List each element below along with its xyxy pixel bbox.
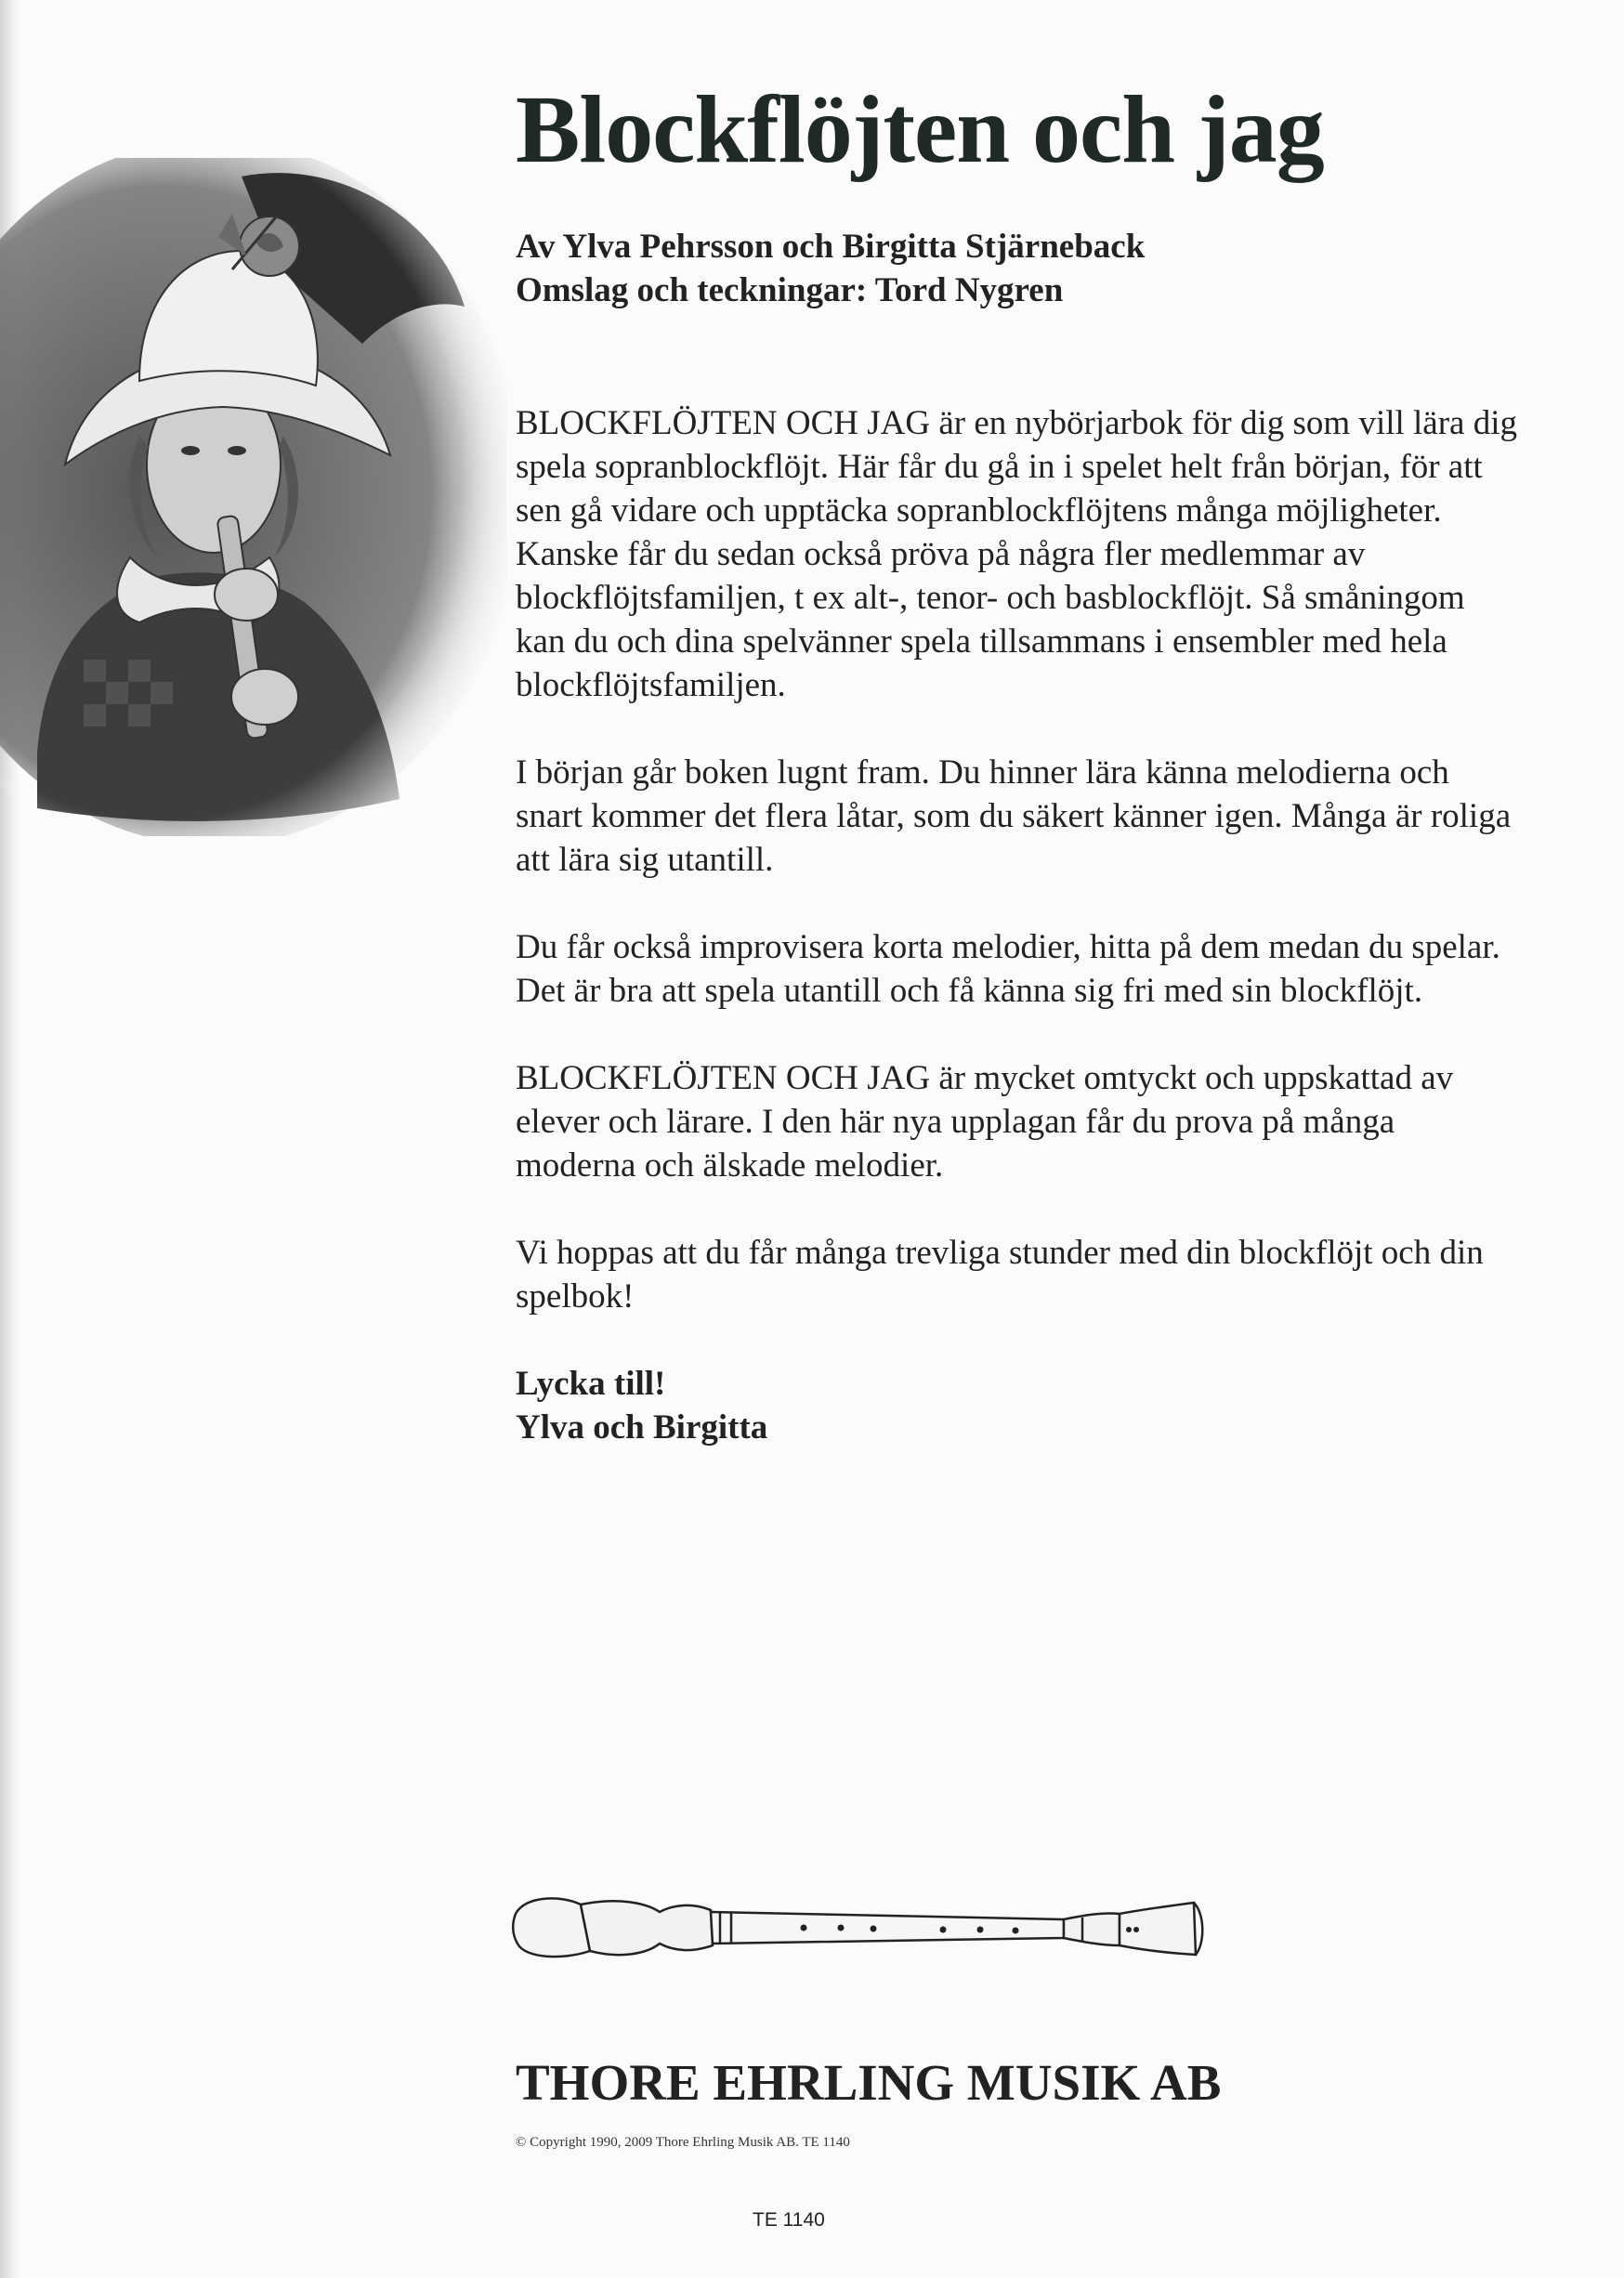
page-title: Blockflöjten och jag	[516, 76, 1324, 183]
authors-line: Av Ylva Pehrsson och Birgitta Stjärneback	[516, 228, 1146, 266]
paragraph: BLOCKFLÖJTEN OCH JAG är en nybörjarbok för dig som vill lära dig spela sopranblockflöjt. Här får du gå in i spelet helt från början, för att sen gå vidare och upptäcka sopranblockflöjtens många möjligheter. Kanske får du sedan också pröva på några fler medlemmar av blockflöjtsfamiljen, t ex alt-, tenor- och basblockflöjt. Så småningom kan du och dina spelvänner spela tillsammans i ensembler med hela blockflöjtsfamiljen.	[516, 404, 1518, 704]
paragraph: I början går boken lugnt fram. Du hinner lära känna melodierna och snart kommer det flera låtar, som du säkert känner igen. Många är roliga att lära sig utantill.	[516, 753, 1512, 879]
paragraph: Vi hoppas att du får många trevliga stunder med din blockflöjt och din spelbok!	[516, 1234, 1484, 1316]
copyright-notice: © Copyright 1990, 2009 Thore Ehrling Musik AB. TE 1140	[516, 2135, 850, 2150]
page-code: TE 1140	[753, 2209, 825, 2231]
signoff-names: Ylva och Birgitta	[516, 1408, 768, 1447]
recorder-player-illustration	[0, 158, 506, 836]
publisher-name: THORE EHRLING MUSIK AB	[516, 2054, 1222, 2111]
recorder-drawing-icon	[506, 1877, 1212, 1979]
body-text	[516, 401, 1519, 1318]
paragraph: Du får också improvisera korta melodier, hitta på dem medan du spelar. Det är bra att spela utantill och få känna sig fri med sin blockflöjt.	[516, 928, 1500, 1010]
signoff-greeting: Lycka till!	[516, 1365, 666, 1403]
content-column	[516, 74, 1519, 1449]
paragraph: BLOCKFLÖJTEN OCH JAG är mycket omtyckt och uppskattad av elever och lärare. I den här nya upplagan får du prova på många moderna och älskade melodier.	[516, 1059, 1454, 1185]
credits	[516, 225, 1519, 312]
signoff	[516, 1362, 1519, 1449]
illustrator-line: Omslag och teckningar: Tord Nygren	[516, 271, 1064, 309]
